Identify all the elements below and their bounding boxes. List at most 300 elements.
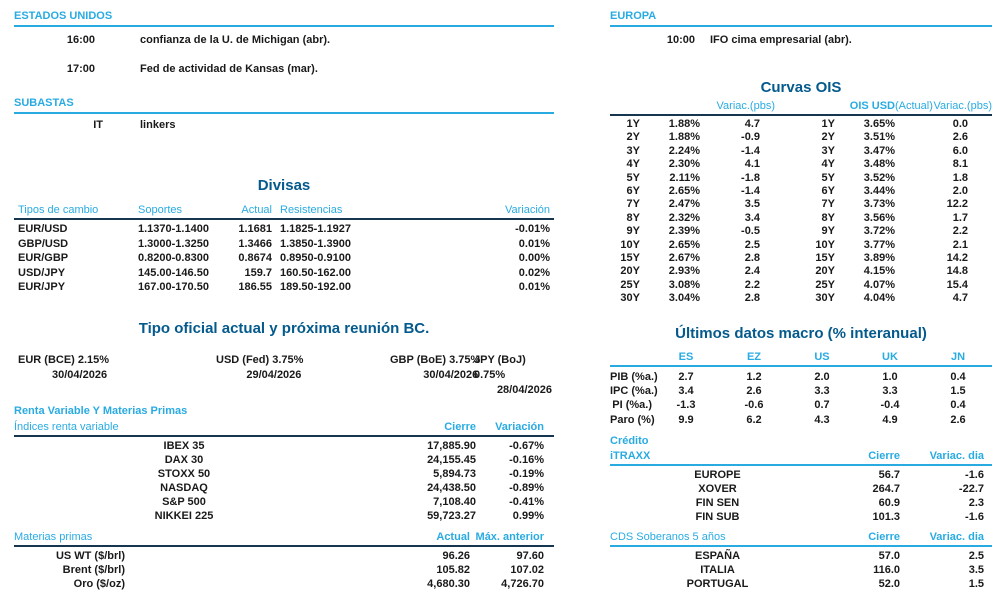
ois-variac-eur: 2.5 xyxy=(744,238,760,251)
ois-header-row xyxy=(610,100,992,116)
ois-tenor-usd: 15Y xyxy=(815,252,835,265)
itraxx-day-change: -1.6 xyxy=(965,469,984,481)
col-header-cds-soberanos: CDS Soberanos 5 años xyxy=(610,531,726,543)
ois-variac-eur: 4.7 xyxy=(744,118,760,130)
index-row xyxy=(14,509,554,523)
ois-tenor-usd: 4Y xyxy=(821,158,835,171)
col-header-cierre: Cierre xyxy=(868,450,900,462)
indices-table-body xyxy=(14,439,554,523)
ois-rate-usd: 3.65% xyxy=(863,118,895,130)
right-column xyxy=(610,0,992,595)
section-divisas xyxy=(14,177,554,295)
fx-soportes: 1.3000-1.3250 xyxy=(138,237,209,250)
ois-table-body xyxy=(610,118,992,306)
col-header-tipos-de-cambio: Tipos de cambio xyxy=(18,204,99,216)
ois-tenor-eur: 20Y xyxy=(620,265,640,278)
macro-title: Últimos datos macro (% interanual) xyxy=(675,325,927,342)
col-header-cierre: Cierre xyxy=(444,421,476,433)
indices-header-row xyxy=(14,421,554,437)
ois-tenor-eur: 2Y xyxy=(626,131,640,144)
central-bank-eur xyxy=(18,353,109,383)
index-name: NIKKEI 225 xyxy=(154,510,214,522)
index-close: 17,885.90 xyxy=(427,440,476,452)
ois-row xyxy=(610,145,992,158)
macro-value-ez: 6.2 xyxy=(746,413,762,426)
central-bank-meeting-date: 30/04/2026 xyxy=(52,369,108,381)
fx-variacion: 0.01% xyxy=(518,281,550,294)
ois-rate-usd: 3.77% xyxy=(863,238,895,251)
fx-actual: 159.7 xyxy=(244,266,272,279)
index-change: -0.16% xyxy=(509,454,544,466)
ois-variac-eur: 2.4 xyxy=(744,265,760,278)
index-row xyxy=(14,495,554,509)
ois-title: Curvas OIS xyxy=(760,79,842,96)
macro-value-uk: 3.3 xyxy=(882,385,898,398)
event-row xyxy=(610,33,992,56)
ois-tenor-usd: 1Y xyxy=(821,118,835,130)
commodity-name: US WT ($/brl) xyxy=(55,550,125,562)
commodity-max-anterior: 4,726.70 xyxy=(501,578,544,590)
macro-row-label: PI (%a.) xyxy=(612,399,652,412)
commodity-row xyxy=(14,577,554,591)
commodity-row xyxy=(14,563,554,577)
ois-rate-eur: 2.24% xyxy=(668,144,700,157)
index-change: -0.89% xyxy=(509,482,544,494)
fx-pair: EUR/GBP xyxy=(18,252,69,265)
macro-value-uk: 4.9 xyxy=(882,413,898,426)
central-bank-meeting-date: 30/04/2026 xyxy=(423,369,479,381)
ois-tenor-usd: 7Y xyxy=(821,198,835,211)
index-close: 5,894.73 xyxy=(433,468,476,480)
event-description: confianza de la U. de Michigan (abr). xyxy=(140,34,331,46)
macro-header-row xyxy=(610,351,992,367)
fx-pair: EUR/JPY xyxy=(18,281,66,294)
macro-value-us: 2.0 xyxy=(814,371,830,383)
col-header-materias-primas: Materias primas xyxy=(14,531,93,543)
ois-tenor-eur: 15Y xyxy=(620,252,640,265)
ois-row xyxy=(610,212,992,225)
ois-tenor-usd: 3Y xyxy=(821,144,835,157)
cds-day-change: 1.5 xyxy=(968,578,984,590)
macro-value-ez: 1.2 xyxy=(746,371,762,383)
ois-rate-usd: 4.04% xyxy=(863,292,895,305)
macro-header-spacer xyxy=(610,351,652,363)
ois-row xyxy=(610,292,992,305)
ois-tenor-usd: 6Y xyxy=(821,185,835,198)
fx-variacion: 0.01% xyxy=(518,237,550,250)
ois-row xyxy=(610,158,992,171)
commodity-name: Brent ($/brl) xyxy=(62,564,125,576)
macro-value-es: 3.4 xyxy=(678,385,694,398)
section-macro xyxy=(610,325,992,427)
ois-variac-usd: 2.6 xyxy=(952,131,968,144)
col-header-es: ES xyxy=(678,351,694,363)
col-header-variacion: Variación xyxy=(495,421,544,433)
ois-variac-usd: 4.7 xyxy=(952,292,968,305)
col-header-us: US xyxy=(814,351,830,363)
ois-rate-usd: 4.07% xyxy=(863,278,895,291)
ois-rate-eur: 2.39% xyxy=(668,225,700,238)
ois-tenor-eur: 7Y xyxy=(626,198,640,211)
section-subastas xyxy=(14,97,554,132)
index-close: 24,155.45 xyxy=(427,454,476,466)
ois-variac-usd: 14.8 xyxy=(946,265,968,278)
event-row xyxy=(14,62,554,85)
ois-rate-eur: 2.32% xyxy=(668,211,700,224)
itraxx-row xyxy=(610,496,992,510)
fx-variacion: 0.00% xyxy=(518,252,550,265)
fx-pair: USD/JPY xyxy=(18,266,66,279)
ois-rate-usd: 3.48% xyxy=(863,158,895,171)
fx-row xyxy=(14,222,554,237)
col-header-variac-dia: Variac. dia xyxy=(929,531,984,543)
cds-row xyxy=(610,563,992,577)
itraxx-row xyxy=(610,510,992,524)
index-change: -0.19% xyxy=(509,468,544,480)
col-header-jn: JN xyxy=(950,351,966,363)
ois-variac-eur: -1.8 xyxy=(741,171,760,184)
ois-variac-usd: 6.0 xyxy=(952,144,968,157)
fx-actual: 186.55 xyxy=(238,281,272,294)
auctions-list xyxy=(14,118,554,132)
ois-variac-usd: 14.2 xyxy=(946,252,968,265)
ois-rate-usd: 3.52% xyxy=(863,171,895,184)
index-name: DAX 30 xyxy=(164,454,204,466)
ois-tenor-usd: 20Y xyxy=(815,265,835,278)
ois-variac-eur: 2.2 xyxy=(744,278,760,291)
index-name: S&P 500 xyxy=(162,496,206,508)
ois-row xyxy=(610,198,992,211)
ois-rate-usd: 3.73% xyxy=(863,198,895,211)
section-tipo-oficial xyxy=(14,320,554,396)
ois-row xyxy=(610,252,992,265)
event-description: Fed de actividad de Kansas (mar). xyxy=(140,63,318,75)
section-title-subastas: SUBASTAS xyxy=(14,97,554,114)
central-bank-meeting-date: 29/04/2026 xyxy=(246,369,302,381)
ois-tenor-eur: 9Y xyxy=(626,225,640,238)
macro-table-body xyxy=(610,370,992,427)
itraxx-day-change: -22.7 xyxy=(958,483,984,495)
ois-rate-eur: 3.04% xyxy=(668,292,700,305)
index-change: 0.99% xyxy=(512,510,544,522)
ois-variac-eur: -0.5 xyxy=(741,225,760,238)
itraxx-name: FIN SUB xyxy=(695,511,740,523)
fx-variacion: 0.02% xyxy=(518,266,550,279)
fx-soportes: 0.8200-0.8300 xyxy=(138,252,209,265)
fx-actual: 1.3466 xyxy=(238,237,272,250)
ois-rate-eur: 2.11% xyxy=(669,171,700,184)
col-header-max-anterior: Máx. anterior xyxy=(475,531,544,543)
event-description: IFO cima empresarial (abr). xyxy=(710,34,852,46)
commodity-row xyxy=(14,549,554,563)
fx-row xyxy=(14,266,554,281)
index-row xyxy=(14,439,554,453)
index-close: 59,723.27 xyxy=(427,510,476,522)
event-time: 10:00 xyxy=(666,34,695,46)
macro-value-es: -1.3 xyxy=(676,399,696,412)
ois-tenor-usd: 9Y xyxy=(821,225,835,238)
macro-row-label: Paro (%) xyxy=(610,413,655,426)
event-row xyxy=(14,33,554,56)
itraxx-row xyxy=(610,468,992,482)
col-header-actual: Actual xyxy=(436,531,470,543)
section-credito xyxy=(610,434,992,524)
divisas-title: Divisas xyxy=(257,177,311,194)
macro-value-jn: 0.4 xyxy=(950,371,966,383)
central-bank-rate: USD (Fed) 3.75% xyxy=(216,354,304,366)
macro-value-us: 4.3 xyxy=(814,413,830,426)
ois-rate-usd: 3.89% xyxy=(863,252,895,265)
ois-variac-usd: 0.0 xyxy=(952,118,968,130)
macro-value-ez: 2.6 xyxy=(746,385,762,398)
ois-variac-usd: 1.8 xyxy=(952,171,968,184)
ois-rate-eur: 3.08% xyxy=(668,278,700,291)
macro-row-label: IPC (%a.) xyxy=(610,385,658,398)
fx-row xyxy=(14,280,554,295)
col-header-itraxx: iTRAXX xyxy=(610,450,651,462)
col-header-cierre: Cierre xyxy=(868,531,900,543)
ois-variac-usd: 2.0 xyxy=(952,185,968,198)
ois-tenor-eur: 10Y xyxy=(620,238,640,251)
cds-close: 116.0 xyxy=(873,564,900,576)
ois-variac-usd: 8.1 xyxy=(952,158,968,171)
cds-close: 52.0 xyxy=(878,578,900,590)
itraxx-close: 264.7 xyxy=(872,483,900,495)
fx-resistencias: 189.50-192.00 xyxy=(280,281,351,294)
central-bank-jpy xyxy=(474,353,554,398)
macro-row-label: PIB (%a.) xyxy=(610,371,658,383)
ois-rate-usd: 3.72% xyxy=(863,225,895,238)
ois-tenor-eur: 8Y xyxy=(626,211,640,224)
ois-row xyxy=(610,239,992,252)
ois-variac-eur: 3.4 xyxy=(744,211,760,224)
cds-close: 57.0 xyxy=(878,550,900,562)
col-header-indices: Índices renta variable xyxy=(14,421,119,433)
ois-row xyxy=(610,265,992,278)
macro-value-jn: 2.6 xyxy=(950,413,966,426)
itraxx-name: XOVER xyxy=(698,483,737,495)
commodities-table-body xyxy=(14,549,554,591)
fx-resistencias: 1.1825-1.1927 xyxy=(280,223,351,235)
fx-actual: 1.1681 xyxy=(238,223,272,235)
col-header-variac-dia: Variac. dia xyxy=(929,450,984,462)
ois-tenor-eur: 4Y xyxy=(626,158,640,171)
col-header-actual: Actual xyxy=(241,204,272,216)
central-bank-rate: EUR (BCE) 2.15% xyxy=(18,354,110,366)
central-bank-meeting-date: 28/04/2026 xyxy=(496,384,552,396)
ois-row xyxy=(610,225,992,238)
index-change: -0.67% xyxy=(509,440,544,452)
section-title-europa: EUROPA xyxy=(610,10,992,27)
ois-variac-usd: 12.2 xyxy=(946,198,968,211)
index-close: 7,108.40 xyxy=(433,496,476,508)
macro-row xyxy=(610,398,992,412)
itraxx-close: 60.9 xyxy=(878,497,900,509)
ois-tenor-eur: 6Y xyxy=(626,185,640,198)
fx-pair: GBP/USD xyxy=(18,237,69,250)
cds-day-change: 3.5 xyxy=(968,564,984,576)
section-cds xyxy=(610,531,992,591)
itraxx-header-row xyxy=(610,450,992,466)
commodity-max-anterior: 107.02 xyxy=(510,564,544,576)
col-header-soportes: Soportes xyxy=(138,204,183,216)
col-header-uk: UK xyxy=(882,351,898,363)
macro-row xyxy=(610,370,992,384)
ois-variac-usd: 2.2 xyxy=(952,225,968,238)
index-name: STOXX 50 xyxy=(157,468,211,480)
central-bank-rate: JPY (BoJ) 0.75% xyxy=(474,354,526,381)
ois-variac-usd: 1.7 xyxy=(952,211,968,224)
ois-variac-eur: 2.8 xyxy=(744,292,760,305)
renta-variable-section-title: Renta Variable Y Materias Primas xyxy=(14,405,188,417)
fx-row xyxy=(14,251,554,266)
itraxx-day-change: -1.6 xyxy=(965,511,984,523)
itraxx-row xyxy=(610,482,992,496)
auction-description: linkers xyxy=(140,119,176,131)
ois-variac-usd: 2.1 xyxy=(952,238,968,251)
ois-tenor-usd: 30Y xyxy=(815,292,835,305)
macro-value-es: 2.7 xyxy=(678,371,694,383)
commodity-name: Oro ($/oz) xyxy=(73,578,125,590)
ois-rate-usd: 3.47% xyxy=(863,144,895,157)
ois-tenor-eur: 1Y xyxy=(626,118,640,130)
ois-variac-eur: -1.4 xyxy=(741,185,760,198)
itraxx-name: EUROPE xyxy=(694,469,741,481)
index-row xyxy=(14,467,554,481)
cds-header-row xyxy=(610,531,992,547)
itraxx-name: FIN SEN xyxy=(695,497,740,509)
ois-usd-label: OIS USD xyxy=(849,100,895,112)
ois-row xyxy=(610,279,992,292)
fx-soportes: 1.1370-1.1400 xyxy=(138,223,209,235)
ois-rate-eur: 2.47% xyxy=(668,198,700,211)
section-europa xyxy=(610,10,992,56)
central-bank-usd xyxy=(216,353,303,383)
macro-value-us: 0.7 xyxy=(814,399,830,412)
auction-row xyxy=(14,118,554,132)
index-row xyxy=(14,453,554,467)
ois-variac-eur: -0.9 xyxy=(741,131,760,144)
ois-rate-usd: 4.15% xyxy=(863,265,895,278)
index-row xyxy=(14,481,554,495)
ois-tenor-eur: 5Y xyxy=(626,171,640,184)
tipo-oficial-title: Tipo oficial actual y próxima reunión BC. xyxy=(138,320,430,337)
fx-resistencias: 0.8950-0.9100 xyxy=(280,252,351,265)
section-materias-primas xyxy=(14,531,554,591)
cds-row xyxy=(610,577,992,591)
fx-pair: EUR/USD xyxy=(18,223,68,235)
itraxx-day-change: 2.3 xyxy=(968,497,984,509)
cds-country: ESPAÑA xyxy=(694,550,741,562)
divisas-header-row xyxy=(14,204,554,220)
itraxx-table-body xyxy=(610,468,992,524)
index-name: NASDAQ xyxy=(160,482,208,494)
ois-rate-eur: 2.93% xyxy=(668,265,700,278)
ois-rate-eur: 2.65% xyxy=(668,185,700,198)
itraxx-close: 56.7 xyxy=(878,469,900,481)
section-estados-unidos xyxy=(14,10,554,85)
macro-value-jn: 0.4 xyxy=(950,399,966,412)
central-bank-gbp xyxy=(390,353,480,383)
cds-country: ITALIA xyxy=(700,564,735,576)
auction-country: IT xyxy=(93,119,103,131)
ois-tenor-usd: 2Y xyxy=(821,131,835,144)
col-header-variac-eur: Variac.(pbs) xyxy=(716,100,775,112)
fx-soportes: 167.00-170.50 xyxy=(138,281,209,294)
section-title-estados-unidos: ESTADOS UNIDOS xyxy=(14,10,554,27)
ois-row xyxy=(610,172,992,185)
col-header-variacion: Variación xyxy=(504,204,550,216)
cds-table-body xyxy=(610,549,992,591)
us-events-list xyxy=(14,33,554,85)
commodity-actual: 4,680.30 xyxy=(427,578,470,590)
fx-variacion: -0.01% xyxy=(515,223,550,235)
section-curvas-ois xyxy=(610,79,992,306)
commodity-actual: 96.26 xyxy=(442,550,470,562)
ois-rate-usd: 3.51% xyxy=(863,131,895,144)
ois-variac-eur: 2.8 xyxy=(744,252,760,265)
commodity-max-anterior: 97.60 xyxy=(516,550,544,562)
fx-resistencias: 1.3850-1.3900 xyxy=(280,237,351,250)
central-banks-row xyxy=(14,353,554,396)
col-header-variac-usd: Variac.(pbs) xyxy=(933,100,992,112)
event-time: 16:00 xyxy=(66,34,95,46)
ois-rate-eur: 2.30% xyxy=(668,158,700,171)
credito-section-title: Crédito xyxy=(610,435,649,447)
fx-soportes: 145.00-146.50 xyxy=(138,266,209,279)
cds-day-change: 2.5 xyxy=(968,550,984,562)
macro-value-jn: 1.5 xyxy=(950,385,966,398)
fx-actual: 0.8674 xyxy=(238,252,272,265)
index-name: IBEX 35 xyxy=(163,440,205,452)
macro-value-ez: -0.6 xyxy=(744,399,764,412)
ois-tenor-usd: 10Y xyxy=(815,238,835,251)
ois-variac-eur: 4.1 xyxy=(744,158,760,171)
commodity-actual: 105.82 xyxy=(436,564,470,576)
ois-row xyxy=(610,131,992,144)
ois-rate-eur: 2.65% xyxy=(668,238,700,251)
index-change: -0.41% xyxy=(509,496,544,508)
macro-value-uk: -0.4 xyxy=(880,399,900,412)
ois-rate-usd: 3.44% xyxy=(863,185,895,198)
ois-row xyxy=(610,185,992,198)
ois-tenor-usd: 25Y xyxy=(815,278,835,291)
section-renta-variable xyxy=(14,404,554,523)
cds-row xyxy=(610,549,992,563)
cds-country: PORTUGAL xyxy=(686,578,749,590)
ois-tenor-eur: 3Y xyxy=(626,144,640,157)
fx-resistencias: 160.50-162.00 xyxy=(280,266,351,279)
index-close: 24,438.50 xyxy=(427,482,476,494)
col-header-ez: EZ xyxy=(746,351,762,363)
ois-tenor-usd: 8Y xyxy=(821,211,835,224)
ois-row xyxy=(610,118,992,131)
col-header-resistencias: Resistencias xyxy=(280,204,343,216)
left-column xyxy=(14,0,554,595)
divisas-table-body xyxy=(14,222,554,295)
itraxx-close: 101.3 xyxy=(872,511,900,523)
central-bank-rate: GBP (BoE) 3.75% xyxy=(390,354,481,366)
event-time: 17:00 xyxy=(66,63,95,75)
ois-rate-eur: 1.88% xyxy=(668,118,700,130)
commodities-header-row xyxy=(14,531,554,547)
ois-tenor-usd: 5Y xyxy=(821,171,835,184)
ois-variac-eur: 3.5 xyxy=(744,198,760,211)
macro-value-es: 9.9 xyxy=(678,413,694,426)
ois-rate-eur: 1.88% xyxy=(668,131,700,144)
fx-row xyxy=(14,237,554,252)
ois-tenor-eur: 30Y xyxy=(620,292,640,305)
